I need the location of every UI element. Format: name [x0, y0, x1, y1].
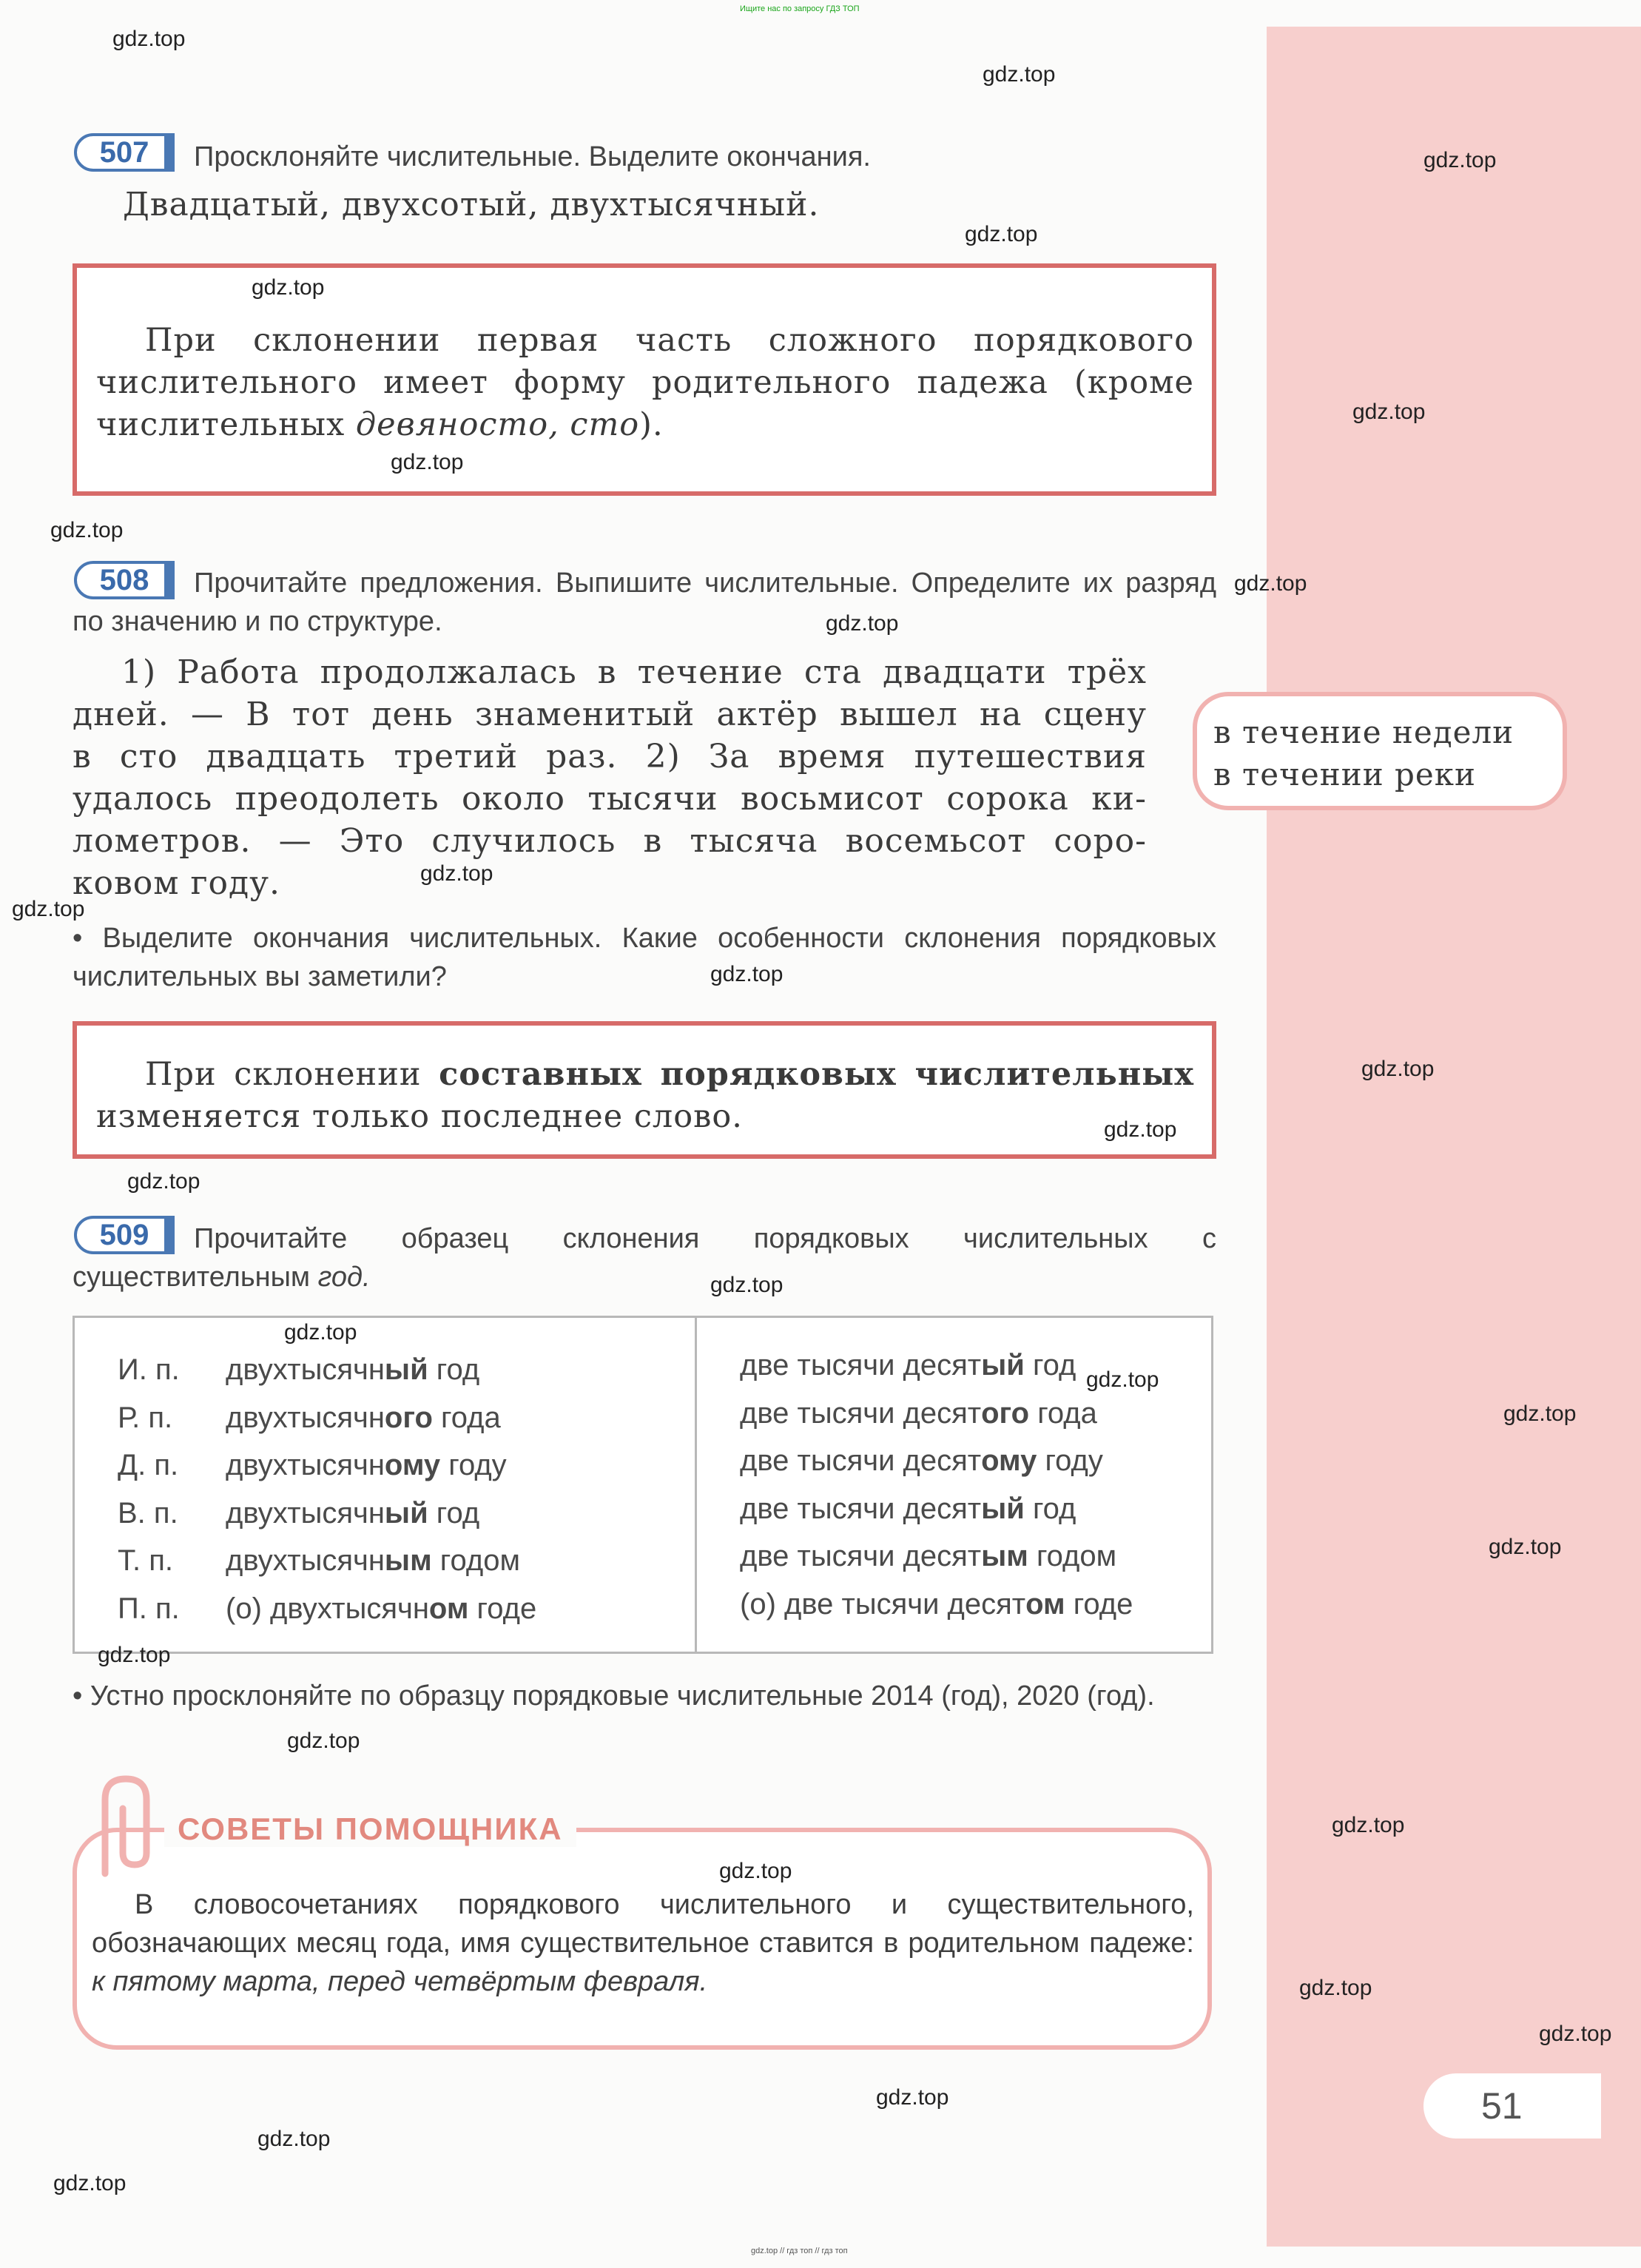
watermark: gdz.top: [1503, 1401, 1577, 1426]
table-row: две тысячи десятого года: [740, 1396, 1097, 1430]
page-margin-band: [1267, 27, 1641, 2247]
table-row: И. п. двухтысячный год: [118, 1353, 480, 1386]
exercise-number-badge: 509: [74, 1216, 175, 1254]
watermark: gdz.top: [983, 62, 1056, 87]
rule-text-bold: составных порядковых числительных: [439, 1056, 1194, 1093]
sentence-line: лометров. — Это случилось в тысяча восемьсот соро-: [73, 822, 1147, 860]
exercise-question: • Выделите окончания числительных. Какие особенности склонения порядковых числительных вы заметили?: [73, 923, 1216, 992]
table-row: П. п. (о) двухтысячном годе: [118, 1592, 537, 1625]
header-note: Ищите нас по запросу ГДЗ ТОП: [740, 4, 860, 13]
rule-box: [73, 1021, 1216, 1159]
side-note-box: [1193, 692, 1567, 810]
table-row: две тысячи десятый год: [740, 1349, 1076, 1382]
watermark: gdz.top: [1361, 1057, 1435, 1081]
tips-text: [92, 1885, 1194, 2001]
declension-table: [73, 1316, 1213, 1654]
table-row: В. п. двухтысячный год: [118, 1496, 480, 1530]
exercise-question: • Устно просклоняйте по образцу порядковые числительные 2014 (год), 2020 (год).: [73, 1680, 1155, 1712]
table-row: две тысячи десятому году: [740, 1444, 1103, 1477]
table-row: Р. п. двухтысячного года: [118, 1401, 501, 1434]
page-number: 51: [1423, 2073, 1601, 2139]
watermark: gdz.top: [719, 1859, 792, 1883]
rule-box: [73, 263, 1216, 496]
exercise-task: [73, 1219, 1216, 1296]
sentence-line: в сто двадцать третий раз. 2) За время путешествия: [73, 738, 1147, 775]
tips-text-main: В словосочетаниях порядкового числительного и существительного, обозначающих месяц года, имя существительное ставится в родительном падеже:: [92, 1889, 1194, 1959]
rule-text-main: При склонении первая часть сложного порядкового числительного имеет форму родительного падежа (кроме числительных: [96, 322, 1194, 443]
watermark: gdz.top: [710, 1273, 784, 1297]
rule-text-italic: девяносто, сто: [355, 406, 640, 443]
watermark: gdz.top: [391, 450, 464, 474]
watermark: gdz.top: [257, 2127, 331, 2151]
exercise-task-text: Прочитайте образец склонения порядковых числительных с существительным: [73, 1223, 1216, 1293]
watermark: gdz.top: [1539, 2022, 1612, 2046]
watermark: gdz.top: [53, 2171, 127, 2195]
exercise-task: Просклоняйте числительные. Выделите окончания.: [194, 141, 871, 172]
paperclip-icon: [83, 1770, 175, 1881]
watermark: gdz.top: [1332, 1813, 1405, 1837]
watermark: gdz.top: [284, 1320, 357, 1345]
rule-text-end: ).: [639, 406, 664, 443]
exercise-sentences: [73, 651, 1147, 904]
watermark: gdz.top: [98, 1643, 171, 1667]
rule-text-end: изменяется только последнее слово.: [96, 1098, 743, 1135]
watermark: gdz.top: [50, 518, 124, 542]
watermark: gdz.top: [287, 1729, 360, 1753]
exercise-number-badge: 507: [74, 133, 175, 172]
exercise-words: Двадцатый, двухсотый, двухтысячный.: [123, 186, 820, 223]
tips-title: СОВЕТЫ ПОМОЩНИКА: [164, 1811, 576, 1847]
watermark: gdz.top: [965, 222, 1038, 246]
watermark: gdz.top: [710, 962, 784, 986]
watermark: gdz.top: [112, 27, 186, 51]
sentence-line: дней. — В тот день знаменитый актёр вышел на сцену: [73, 696, 1147, 733]
table-row: Д. п. двухтысячному году: [118, 1449, 507, 1481]
side-note-line: в течение недели: [1213, 714, 1514, 750]
table-row: две тысячи десятым годом: [740, 1540, 1117, 1572]
watermark: gdz.top: [252, 275, 325, 300]
watermark: gdz.top: [1489, 1535, 1562, 1559]
watermark: gdz.top: [1423, 148, 1497, 172]
watermark: gdz.top: [12, 897, 85, 921]
side-note-line: в течении реки: [1213, 756, 1477, 793]
footer-note: gdz.top // гдз топ // гдз топ: [751, 2247, 848, 2255]
exercise-task-italic: год.: [317, 1262, 371, 1293]
rule-text-main: При склонении: [145, 1056, 439, 1093]
watermark: gdz.top: [826, 611, 899, 636]
watermark: gdz.top: [127, 1169, 201, 1194]
table-row: (о) две тысячи десятом годе: [740, 1587, 1133, 1621]
exercise-task: Прочитайте предложения. Выпишите числительные. Определите их разряд по значению и по структуре.: [73, 568, 1216, 637]
rule-text: [96, 320, 1194, 446]
tips-text-italic: к пятому марта, перед четвёртым февраля.: [92, 1966, 708, 1997]
table-row: Т. п. двухтысячным годом: [118, 1544, 520, 1577]
rule-text: [96, 1054, 1194, 1138]
exercise-number-badge: 508: [74, 561, 175, 599]
sentence-line: удалось преодолеть около тысячи восьмисот сорока ки-: [73, 780, 1147, 818]
sentence-line: 1) Работа продолжалась в течение ста двадцати трёх: [121, 653, 1147, 691]
declension-column-left: [74, 1317, 696, 1653]
watermark: gdz.top: [1104, 1117, 1177, 1142]
table-row: две тысячи десятый год: [740, 1492, 1076, 1525]
watermark: gdz.top: [1299, 1976, 1372, 2000]
watermark: gdz.top: [876, 2085, 949, 2110]
sentence-line: ковом году.: [73, 864, 280, 902]
watermark: gdz.top: [1086, 1367, 1159, 1392]
watermark: gdz.top: [1234, 571, 1307, 596]
watermark: gdz.top: [1352, 400, 1426, 424]
watermark: gdz.top: [420, 861, 493, 886]
